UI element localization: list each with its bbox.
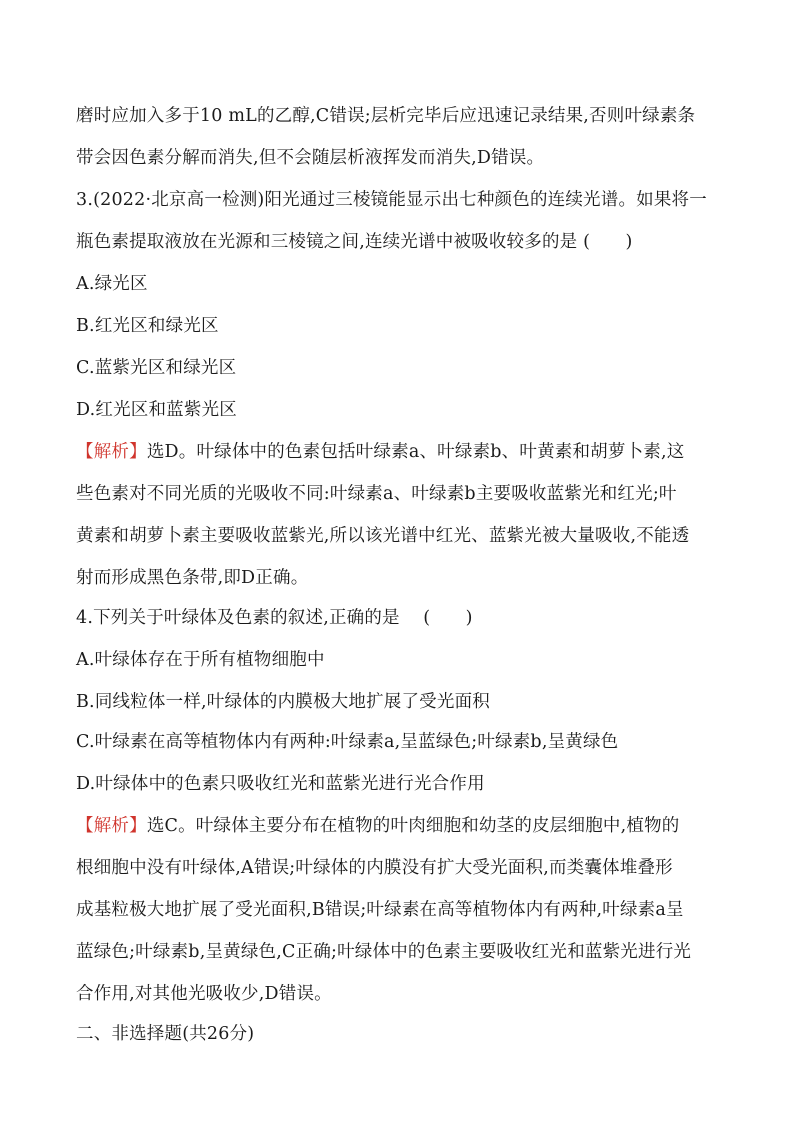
question-3-analysis-line: 黄素和胡萝卜素主要吸收蓝紫光,所以该光谱中红光、蓝紫光被大量吸收,不能透 — [76, 526, 690, 546]
question-4-stem: 4.下列关于叶绿体及色素的叙述,正确的是 ( ) — [76, 608, 473, 628]
question-4-analysis-line: 根细胞中没有叶绿体,A错误;叶绿体的内膜没有扩大受光面积,而类囊体堆叠形 — [76, 858, 673, 878]
question-4-option-a: A.叶绿体存在于所有植物细胞中 — [76, 650, 325, 670]
paragraph-line: 带会因色素分解而消失,但不会随层析液挥发而消失,D错误。 — [76, 148, 545, 168]
question-3-option-a: A.绿光区 — [76, 274, 148, 294]
analysis-label: 【解析】 — [76, 442, 147, 462]
question-3-analysis-line: 些色素对不同光质的光吸收不同:叶绿素a、叶绿素b主要吸收蓝紫光和红光;叶 — [76, 484, 677, 504]
analysis-label: 【解析】 — [76, 816, 147, 836]
question-3-option-b: B.红光区和绿光区 — [76, 316, 219, 336]
question-4-analysis-line: 蓝绿色;叶绿素b,呈黄绿色,C正确;叶绿体中的色素主要吸收红光和蓝紫光进行光 — [76, 942, 692, 962]
analysis-text: 选C。叶绿体主要分布在植物的叶肉细胞和幼茎的皮层细胞中,植物的 — [146, 816, 680, 836]
question-3-stem: 3.(2022·北京高一检测)阳光通过三棱镜能显示出七种颜色的连续光谱。如果将一 — [76, 190, 707, 210]
question-3-option-d: D.红光区和蓝紫光区 — [76, 400, 237, 420]
question-4-option-d: D.叶绿体中的色素只吸收红光和蓝紫光进行光合作用 — [76, 774, 485, 794]
question-3-option-c: C.蓝紫光区和绿光区 — [76, 358, 237, 378]
question-3-stem-cont: 瓶色素提取液放在光源和三棱镜之间,连续光谱中被吸收较多的是 ( ) — [76, 232, 633, 252]
question-4-analysis-line: 成基粒极大地扩展了受光面积,B错误;叶绿素在高等植物体内有两种,叶绿素a呈 — [76, 900, 684, 920]
section-heading: 二、非选择题(共26分) — [76, 1024, 255, 1044]
paragraph-line: 磨时应加入多于10 mL的乙醇,C错误;层析完毕后应迅速记录结果,否则叶绿素条 — [76, 106, 696, 126]
question-4-analysis-line: 合作用,对其他光吸收少,D错误。 — [76, 984, 332, 1004]
question-4-option-c: C.叶绿素在高等植物体内有两种:叶绿素a,呈蓝绿色;叶绿素b,呈黄绿色 — [76, 732, 619, 752]
analysis-text: 选D。叶绿体中的色素包括叶绿素a、叶绿素b、叶黄素和胡萝卜素,这 — [146, 442, 685, 462]
question-4-analysis-line — [76, 814, 679, 838]
question-3-analysis-line: 射而形成黑色条带,即D正确。 — [76, 568, 309, 588]
question-3-analysis-line — [76, 440, 684, 464]
question-4-option-b: B.同线粒体一样,叶绿体的内膜极大地扩展了受光面积 — [76, 692, 490, 712]
